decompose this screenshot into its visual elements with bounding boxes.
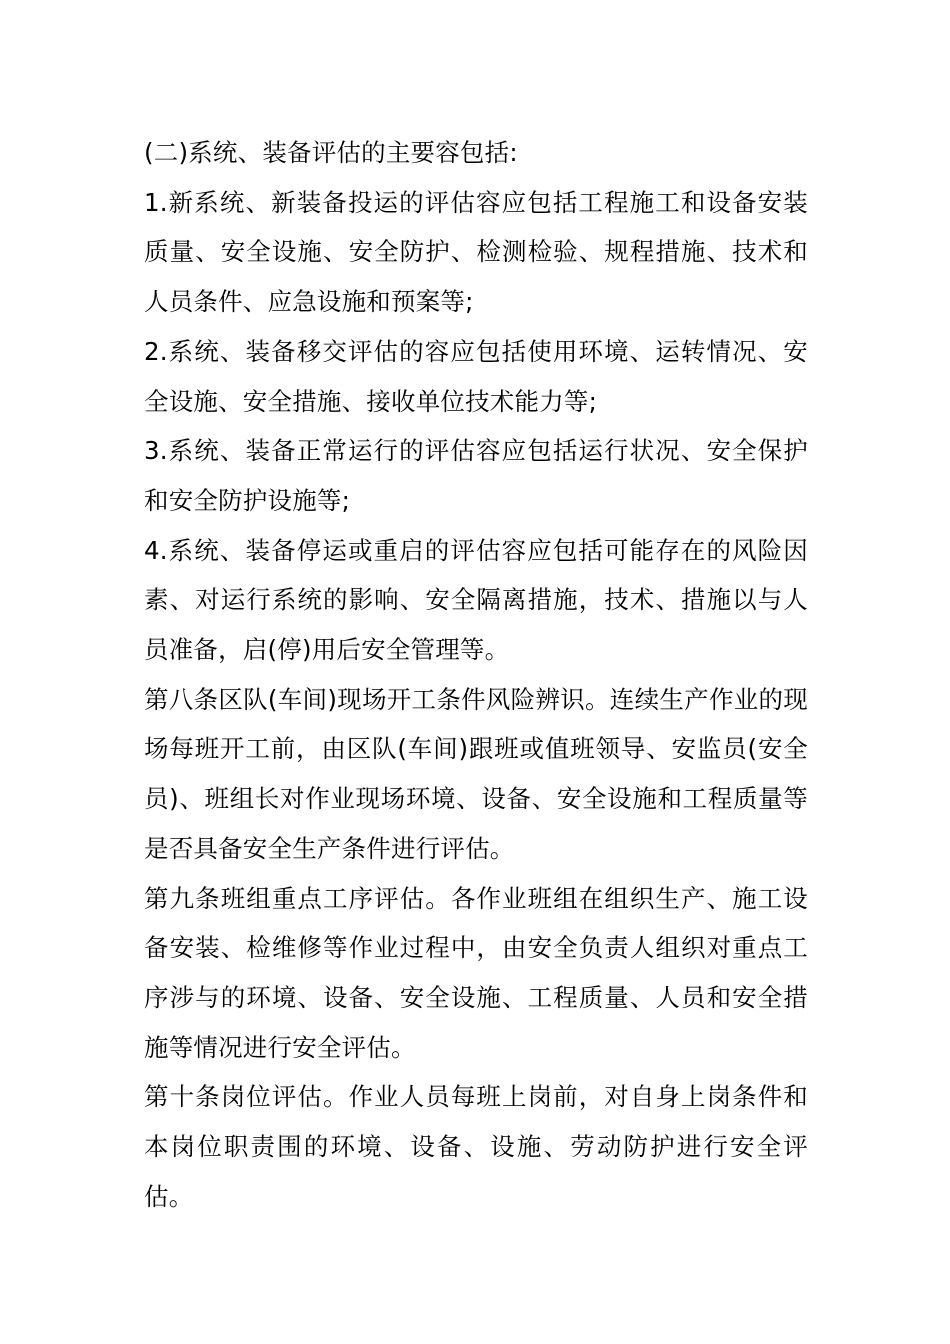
list-item-4-shutdown-restart: 4.系统、装备停运或重启的评估容应包括可能存在的风险因素、对运行系统的影响、安全隔离措施，技术、措施以与人员准备，启(停)用后安全管理等。 xyxy=(144,535,808,665)
list-item-3-normal-operation: 3.系统、装备正常运行的评估容应包括运行状况、安全保护和安全防护设施等; xyxy=(144,436,808,515)
list-item-1-new-system: 1.新系统、新装备投运的评估容应包括工程施工和设备安装质量、安全设施、安全防护、检测检验、规程措施、技术和人员条件、应急设施和预案等; xyxy=(144,187,808,317)
article-10-paragraph: 第十条岗位评估。作业人员每班上岗前，对自身上岗条件和本岗位职责围的环境、设备、设施、劳动防护进行安全评估。 xyxy=(144,1082,808,1211)
list-item-2-handover: 2.系统、装备移交评估的容应包括使用环境、运转情况、安全设施、安全措施、接收单位技术能力等; xyxy=(144,336,808,416)
document-body xyxy=(144,128,808,1221)
article-8-paragraph: 第八条区队(车间)现场开工条件风险辨识。连续生产作业的现场每班开工前，由区队(车间)跟班或值班领导、安监员(安全员)、班组长对作业现场环境、设备、安全设施和工程质量等是否具备安全生产条件进行评估。 xyxy=(144,684,808,863)
section-heading-system-equipment-assessment: (二)系统、装备评估的主要容包括: xyxy=(144,138,518,167)
article-9-paragraph: 第九条班组重点工序评估。各作业班组在组织生产、施工设备安装、检维修等作业过程中，由安全负责人组织对重点工序涉与的环境、设备、安全设施、工程质量、人员和安全措施等情况进行安全评估。 xyxy=(144,883,808,1062)
